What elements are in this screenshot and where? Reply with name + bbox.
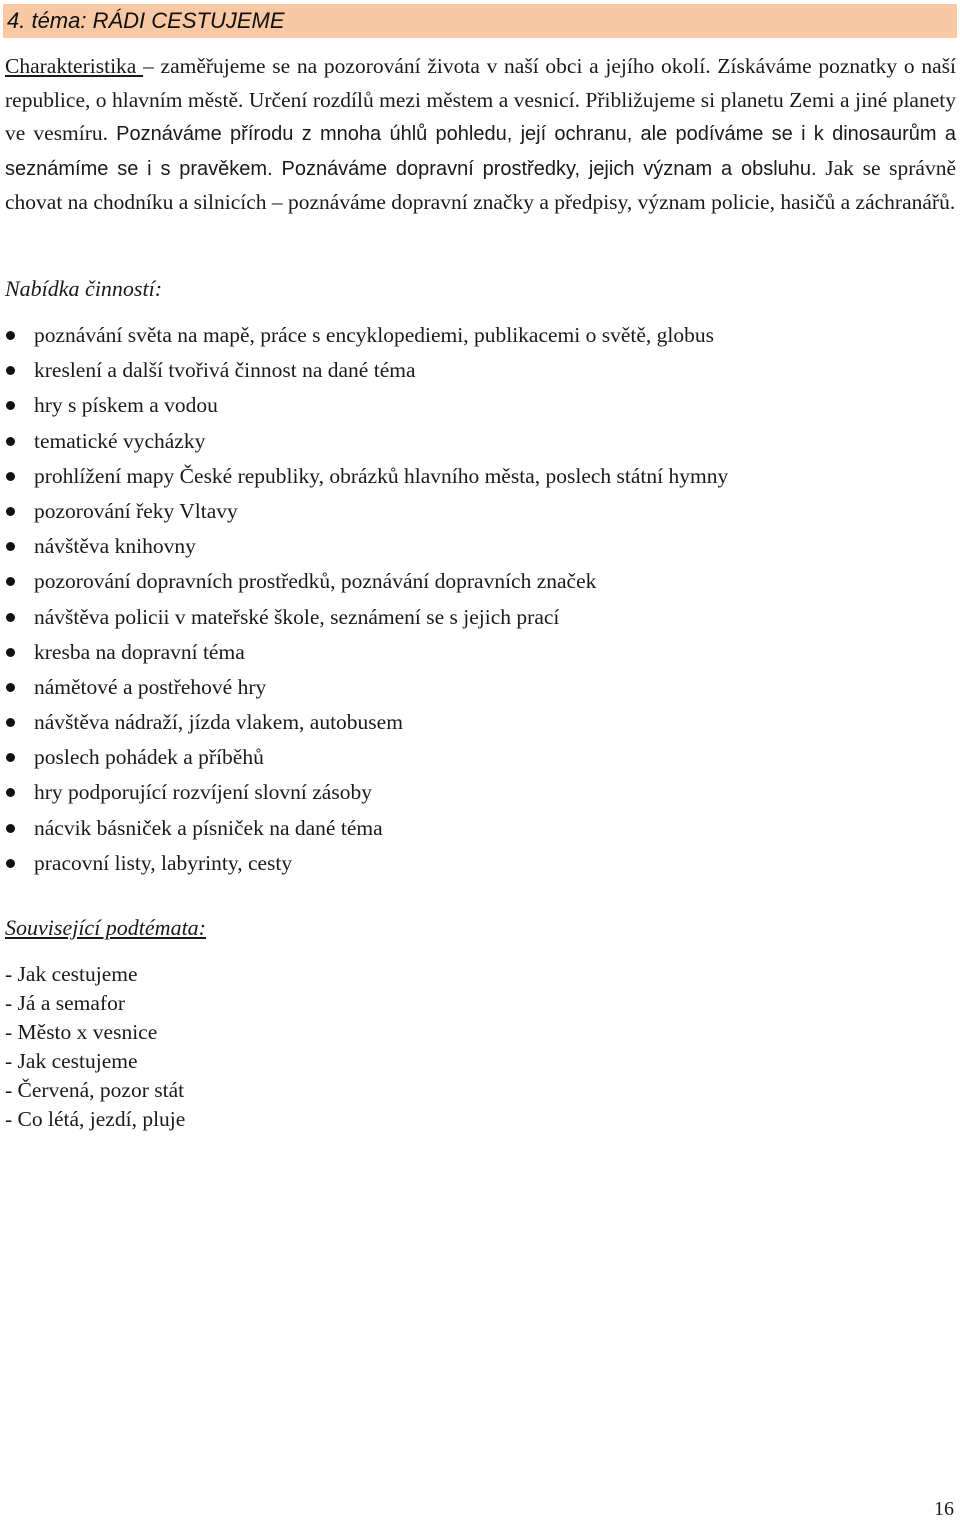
characteristics-label: Charakteristika [5,54,144,78]
list-item [0,353,960,388]
subtopic-item: - Červená, pozor stát [5,1078,185,1102]
bullet-icon [6,718,15,727]
list-item [0,600,960,635]
bullet-icon [6,472,15,481]
list-item [0,740,960,775]
list-item-text: nácvik básniček a písniček na dané téma [34,815,383,840]
bullet-icon [6,753,15,762]
list-item [0,705,960,740]
list-item [0,529,960,564]
related-subtopics-heading: Související podtémata: [5,915,207,940]
bullet-icon [6,648,15,657]
subtopic-item: - Co létá, jezdí, pluje [5,1107,186,1131]
list-item [0,318,960,353]
list-item-text: námětové a postřehové hry [34,674,267,699]
list-item [0,494,960,529]
bullet-icon [6,507,15,516]
list-item [0,846,960,881]
list-item-text: poslech pohádek a příběhů [34,745,264,770]
list-item-text: pozorování dopravních prostředků, poznávání dopravních značek [34,569,597,594]
subtopic-item: - Město x vesnice [5,1020,158,1044]
list-item-text: pozorování řeky Vltavy [34,498,238,523]
list-item [0,459,960,494]
bullet-icon [6,542,15,551]
list-item-text: návštěva policii v mateřské škole, seznámení se s jejich prací [34,604,560,629]
bullet-icon [6,577,15,586]
activities-list [0,318,960,881]
list-item-text: poznávání světa na mapě, práce s encyklopediemi, publikacemi o světě, globus [34,323,715,347]
bullet-icon [6,613,15,622]
list-item-text: prohlížení mapy České republiky, obrázků hlavního města, poslech státní hymny [34,463,729,488]
related-subtopics-list [5,960,185,1134]
list-item-text: hry podporující rozvíjení slovní zásoby [34,780,372,805]
characteristics-text-2: Poznáváme přírodu z mnoha úhlů pohledu, její ochranu, ale podíváme se i k dinosaurům a seznámíme se i s pravěkem. Poznáváme dopravní prostředky, jejich význam a obsluhu. [5,123,957,180]
list-item-text: pracovní listy, labyrinty, cesty [34,850,293,875]
list-item-text: kreslení a další tvořivá činnost na dané téma [34,358,416,383]
characteristics-text-1: – zaměřujeme se na pozorování života v naší obci a jejího okolí. Získáváme poznatky o naší republice, o hlavním městě. Určení rozdílů mezi městem a vesnicí. Přibližujeme si planetu Zemi a jiné planety ve vesmíru. [5,54,956,146]
list-item [0,670,960,705]
list-item-text: návštěva nádraží, jízda vlakem, autobusem [34,710,403,735]
subtopic-item: - Jak cestujeme [5,1049,138,1073]
list-item [0,424,960,459]
list-item-text: hry s pískem a vodou [34,393,218,418]
bullet-icon [6,788,15,797]
bullet-icon [6,331,15,340]
list-item-text: návštěva knihovny [34,534,196,559]
subtopic-item: - Já a semafor [5,991,125,1015]
page-number: 16 [934,1498,954,1520]
activities-heading: Nabídka činností: [5,276,163,301]
bullet-icon [6,824,15,833]
list-item [0,811,960,846]
characteristics-text-3: Jak se správně chovat na chodníku a silnicích – poznáváme dopravní značky a předpisy, význam policie, hasičů a záchranářů. [5,155,956,215]
bullet-icon [6,437,15,446]
list-item-text: kresba na dopravní téma [34,639,245,664]
bullet-icon [6,366,15,375]
list-item [0,564,960,599]
bullet-icon [6,683,15,692]
topic-title: 4. téma: RÁDI CESTUJEME [3,4,957,38]
bullet-icon [6,401,15,410]
list-item-text: tematické vycházky [34,428,206,453]
characteristics-paragraph [5,50,956,220]
list-item [0,635,960,670]
list-item [0,775,960,810]
bullet-icon [6,859,15,868]
list-item [0,388,960,423]
subtopic-item: - Jak cestujeme [5,962,138,986]
